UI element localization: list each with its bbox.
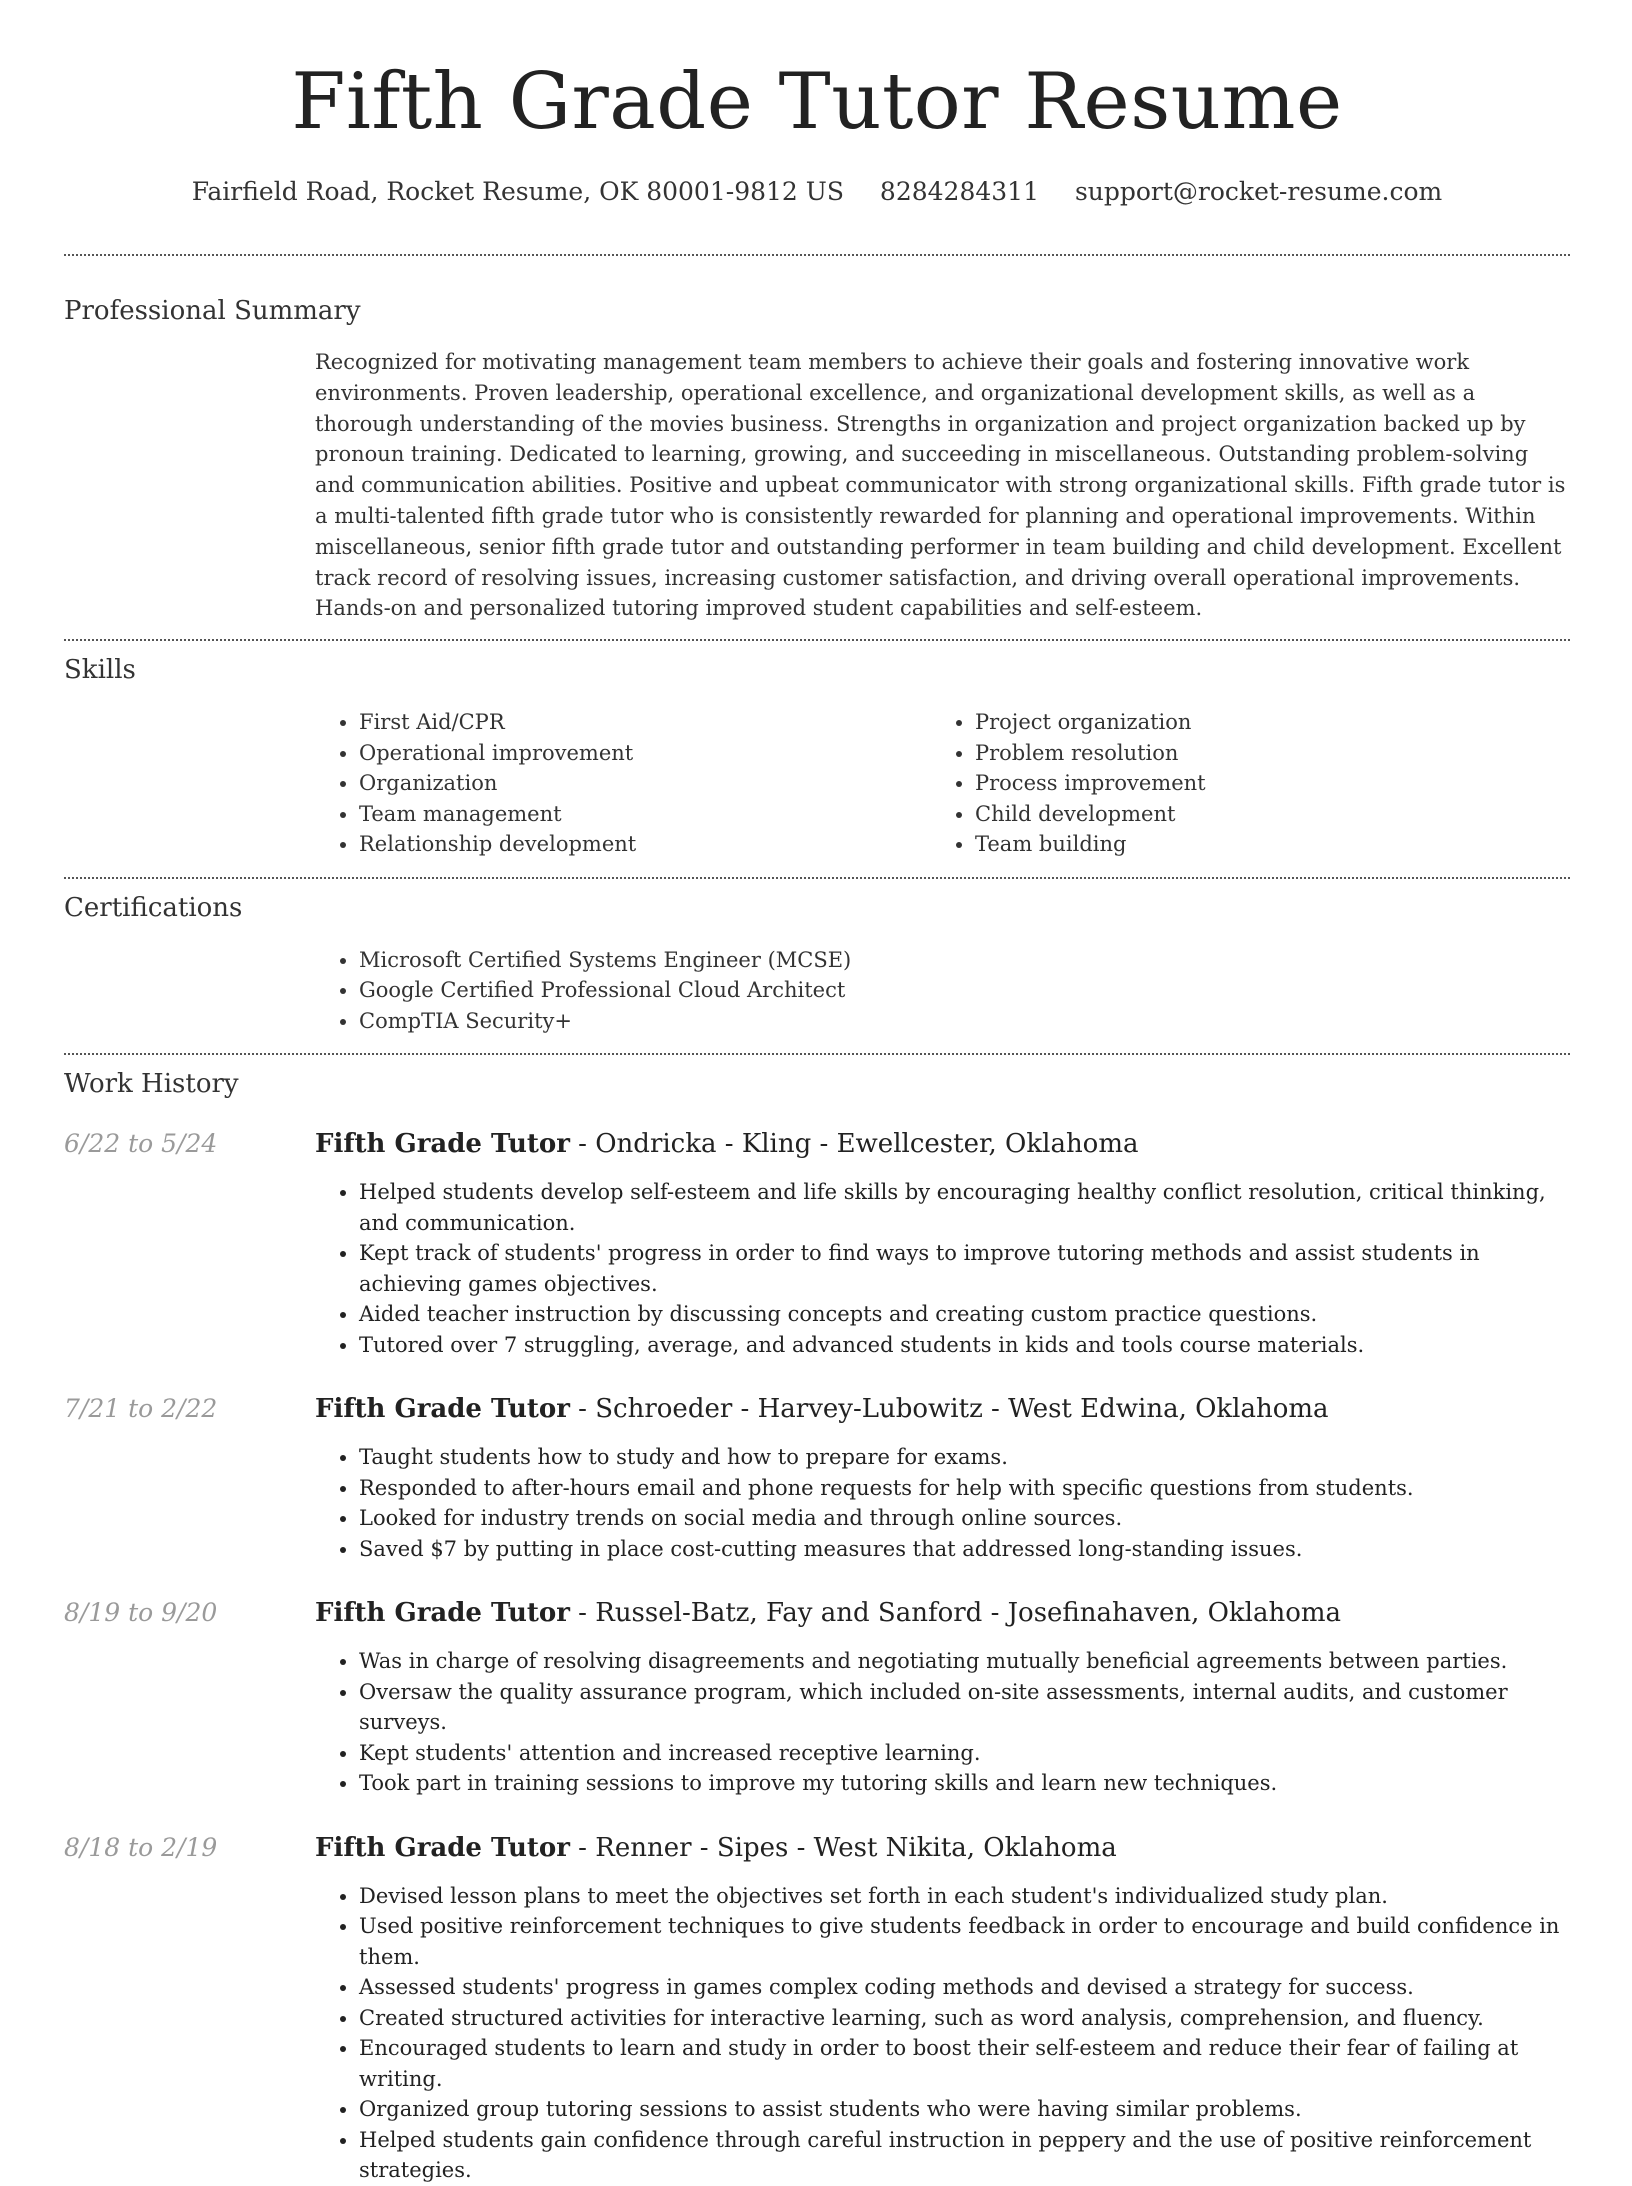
job-role: Fifth Grade Tutor [315,1129,570,1160]
skills-column-right [931,707,1547,860]
summary-content [315,347,1570,624]
job-bullet: • Helped students gain confidence through careful instruction in peppery and the use of positive reinforcement strategies. [359,2125,1570,2186]
job-dates: 8/18 to 2/19 [64,1832,218,1862]
skills-content [315,707,1570,860]
job-bullet: • Aided teacher instruction by discussing concepts and creating custom practice questions. [359,1299,1570,1330]
section-title-summary: Professional Summary [64,296,361,326]
job-details: - Renner - Sipes - West Nikita, Oklahoma [569,1832,1117,1863]
job-details: - Russel-Batz, Fay and Sanford - Josefinahaven, Oklahoma [569,1598,1342,1629]
job-role: Fifth Grade Tutor [315,1832,570,1863]
contact-phone: 8284284311 [879,177,1039,206]
section-summary [64,294,1570,624]
job-bullet: • Took part in training sessions to improve my tutoring skills and learn new techniques. [359,1768,1570,1799]
section-title-certifications: Certifications [64,892,243,923]
job-entry [64,1831,1570,2186]
job-bullets [315,1442,1570,1564]
job-bullet: • Devised lesson plans to meet the objectives set forth in each student's individualized study plan. [359,1881,1570,1912]
section-skills [64,653,1570,860]
job-bullet: • Looked for industry trends on social media and through online sources. [359,1503,1570,1534]
job-bullet: • Organized group tutoring sessions to assist students who were having similar problems. [359,2094,1570,2125]
job-bullet: • Encouraged students to learn and study in order to boost their self-esteem and reduce their fear of failing at writing. [359,2033,1570,2094]
job-role: Fifth Grade Tutor [315,1598,570,1629]
skill-item: • Problem resolution [975,738,1547,769]
job-dates: 7/21 to 2/22 [64,1394,218,1424]
job-entry [64,1392,1570,1564]
skills-list-right [931,707,1547,860]
job-heading [315,1596,1570,1630]
skill-item: • Process improvement [975,768,1547,799]
job-details: - Schroeder - Harvey-Lubowitz - West Edwina, Oklahoma [569,1394,1329,1425]
skill-item: • Operational improvement [359,738,931,769]
job-bullets [315,1177,1570,1360]
job-bullet: • Was in charge of resolving disagreements and negotiating mutually beneficial agreements between parties. [359,1646,1570,1677]
skill-item: • Team building [975,829,1547,860]
contact-email: support@rocket-resume.com [1074,177,1443,206]
job-bullet: • Created structured activities for interactive learning, such as word analysis, comprehension, and fluency. [359,2003,1570,2034]
certifications-list [315,945,1570,1037]
contact-address: Fairfield Road, Rocket Resume, OK 80001-9812 US [191,177,844,206]
job-bullet: • Tutored over 7 struggling, average, and advanced students in kids and tools course materials. [359,1330,1570,1361]
job-role: Fifth Grade Tutor [315,1394,570,1425]
summary-text: Recognized for motivating management team members to achieve their goals and fostering innovative work environments. Proven leadership, operational excellence, and organizational development skills, as well as a thorough understanding of the movies business. Strengths in organization and project organization backed up by pronoun training. Dedicated to learning, growing, and succeeding in miscellaneous. Outstanding problem-solving and communication abilities. Positive and upbeat communicator with strong organizational skills. Fifth grade tutor is a multi-talented fifth grade tutor who is consistently rewarded for planning and operational improvements. Within miscellaneous, senior fifth grade tutor and outstanding performer in team building and child development. Excellent track record of resolving issues, increasing customer satisfaction, and driving overall operational improvements. Hands-on and personalized tutoring improved student capabilities and self-esteem. [315,350,1566,621]
job-bullets [315,1881,1570,2186]
job-body [315,1392,1570,1564]
divider-summary [64,639,1570,641]
certifications-content [315,945,1570,1037]
job-bullet: • Kept track of students' progress in order to find ways to improve tutoring methods and assist students in achieving games objectives. [359,1238,1570,1299]
job-heading [315,1127,1570,1161]
job-body [315,1127,1570,1360]
job-bullet: • Saved $7 by putting in place cost-cutting measures that addressed long-standing issues. [359,1534,1570,1565]
job-bullet: • Helped students develop self-esteem and life skills by encouraging healthy conflict resolution, critical thinking, and communication. [359,1177,1570,1238]
certification-item: • Microsoft Certified Systems Engineer (MCSE) [359,945,1570,976]
job-bullets [315,1646,1570,1799]
section-certifications [64,891,1570,1037]
job-entry [64,1596,1570,1799]
job-bullet: • Used positive reinforcement techniques to give students feedback in order to encourage and build confidence in them. [359,1911,1570,1972]
certification-item: • Google Certified Professional Cloud Architect [359,975,1570,1006]
job-details: - Ondricka - Kling - Ewellcester, Oklahoma [569,1129,1139,1160]
job-dates: 6/22 to 5/24 [64,1129,218,1159]
contact-line [64,174,1570,210]
job-body [315,1596,1570,1799]
job-dates: 8/19 to 9/20 [64,1598,218,1628]
skill-item: • Organization [359,768,931,799]
job-body [315,1831,1570,2186]
job-heading [315,1831,1570,1865]
section-title-skills: Skills [64,655,136,686]
job-bullet: • Oversaw the quality assurance program, which included on-site assessments, internal audits, and customer surveys. [359,1677,1570,1738]
skill-item: • Relationship development [359,829,931,860]
skill-item: • Team management [359,799,931,830]
job-bullet: • Responded to after-hours email and phone requests for help with specific questions from students. [359,1473,1570,1504]
divider-header [64,254,1570,256]
skills-column-left [315,707,931,860]
resume-title: Fifth Grade Tutor Resume [291,57,1343,147]
skills-list-left [315,707,931,860]
section-title-work-history: Work History [64,1069,239,1100]
job-bullet: • Kept students' attention and increased receptive learning. [359,1738,1570,1769]
section-work-history [64,1067,1570,2186]
skill-item: • Project organization [975,707,1547,738]
job-entry [64,1127,1570,1360]
resume-page [64,0,1570,2186]
job-bullet: • Taught students how to study and how to prepare for exams. [359,1442,1570,1473]
divider-certifications [64,1053,1570,1055]
divider-skills [64,877,1570,879]
certification-item: • CompTIA Security+ [359,1006,1570,1037]
skill-item: • Child development [975,799,1547,830]
skill-item: • First Aid/CPR [359,707,931,738]
job-heading [315,1392,1570,1426]
job-bullet: • Assessed students' progress in games complex coding methods and devised a strategy for success. [359,1972,1570,2003]
